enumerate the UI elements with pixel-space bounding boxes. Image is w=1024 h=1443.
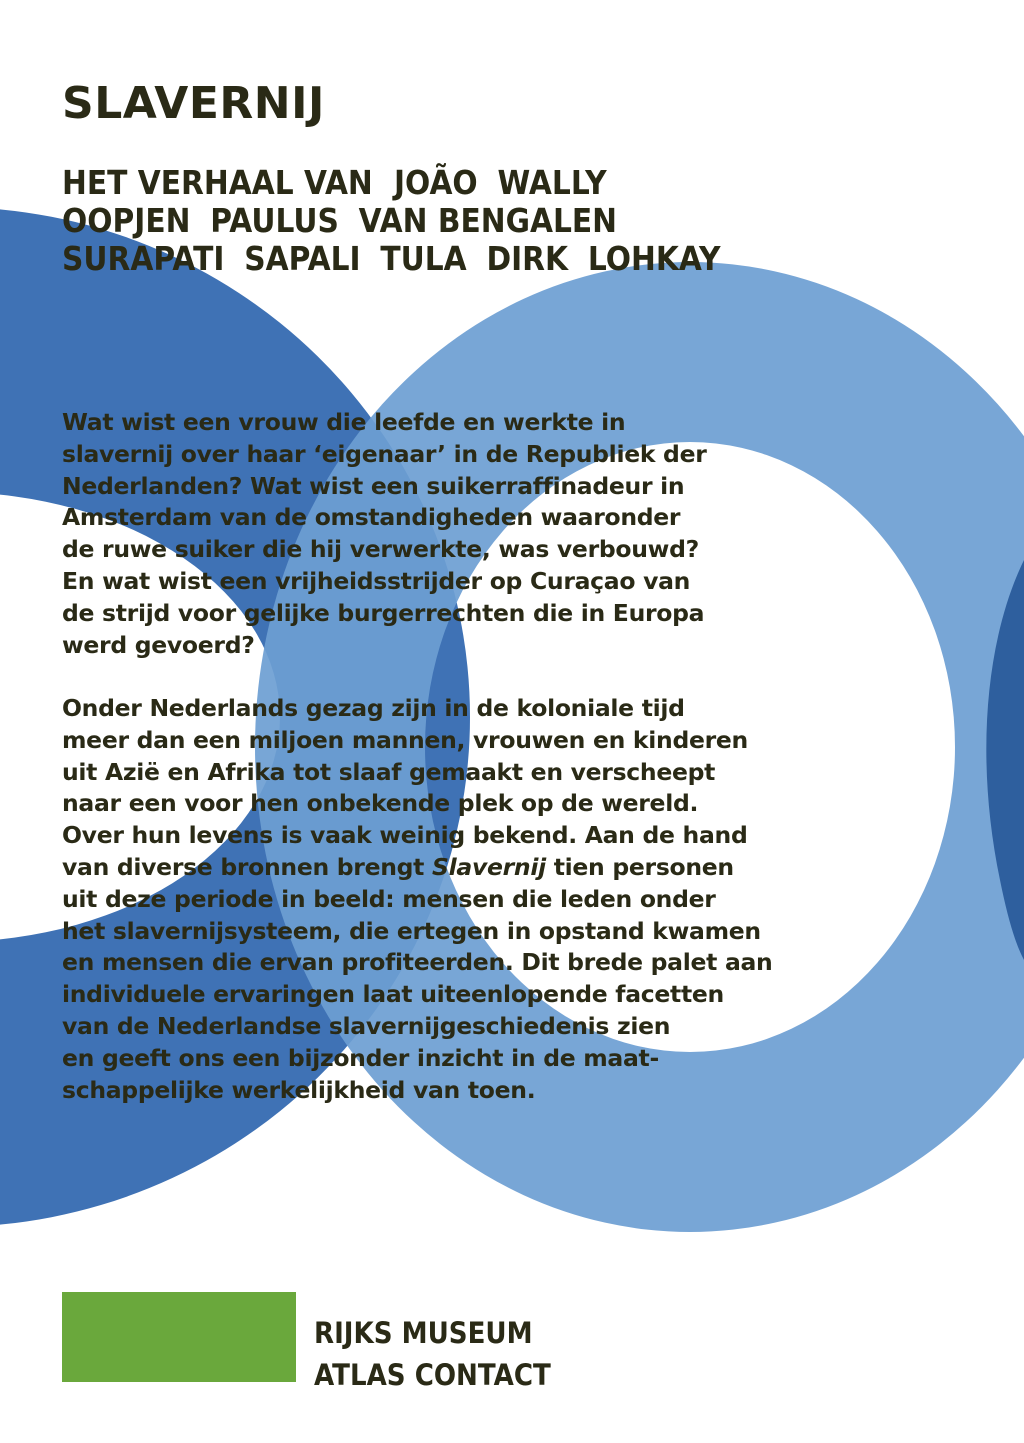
person-name: WALLY [497,163,607,202]
text-line [62,852,822,884]
text-line: de ruwe suiker die hij verwerkte, was verbouwd? [62,535,699,564]
person-name: LOHKAY [587,239,721,278]
subtitle-line-2 [62,202,740,240]
text-segment: tien personen [545,852,734,881]
text-line: naar een voor hen onbekende plek op de wereld. [62,789,699,818]
text-line: het slavernijsysteem, die ertegen in opstand kwamen [62,916,761,945]
subtitle-line-3 [62,240,740,278]
book-title: SLAVERNIJ [62,78,325,129]
blurb-paragraph-1 [62,407,822,661]
text-line: en mensen die ervan profiteerden. Dit brede palet aan [62,948,773,977]
text-line: werd gevoerd? [62,630,255,659]
book-subtitle [62,164,740,278]
subtitle-prefix: HET VERHAAL VAN [62,163,373,202]
blurb-paragraph-2 [62,693,822,1106]
person-name: TULA [380,239,467,278]
text-segment: van diverse bronnen brengt [62,852,433,881]
person-name: PAULUS [210,201,339,240]
person-name: SURAPATI [62,239,225,278]
text-line: uit Azië en Afrika tot slaaf gemaakt en verscheept [62,757,716,786]
person-name: DIRK [486,239,569,278]
text-line: Amsterdam van de omstandigheden waaronder [62,503,681,532]
text-line: van de Nederlandse slavernijgeschiedenis zien [62,1011,671,1040]
publisher-logo-block [62,1292,296,1382]
text-line: individuele ervaringen laat uiteenlopende facetten [62,980,724,1009]
person-name: SAPALI [244,239,361,278]
person-name: VAN BENGALEN [358,201,618,240]
text-line: schappelijke werkelijkheid van toen. [62,1075,536,1104]
text-line: de strijd voor gelijke burgerrechten die in Europa [62,598,705,627]
text-line: en geeft ons een bijzonder inzicht in de maat- [62,1043,659,1072]
text-line: Over hun levens is vaak weinig bekend. Aan de hand [62,821,748,850]
person-name: OOPJEN [62,201,191,240]
text-line: meer dan een miljoen mannen, vrouwen en kinderen [62,725,748,754]
publisher-names [314,1312,551,1396]
text-line: slavernij over haar ‘eigenaar’ in de Republiek der [62,439,707,468]
publisher-name: RIJKS MUSEUM [314,1316,533,1350]
book-title-italic: Slavernij [432,852,546,881]
text-line: uit deze periode in beeld: mensen die leden onder [62,884,716,913]
person-name: JOÃO [393,163,478,202]
publisher-name: ATLAS CONTACT [314,1358,551,1392]
text-line: En wat wist een vrijheidsstrijder op Curaçao van [62,566,691,595]
text-line: Wat wist een vrouw die leefde en werkte in [62,408,626,436]
text-line: Onder Nederlands gezag zijn in de koloniale tijd [62,694,685,722]
text-line: Nederlanden? Wat wist een suikerraffinadeur in [62,471,685,500]
subtitle-line-1 [62,164,740,202]
